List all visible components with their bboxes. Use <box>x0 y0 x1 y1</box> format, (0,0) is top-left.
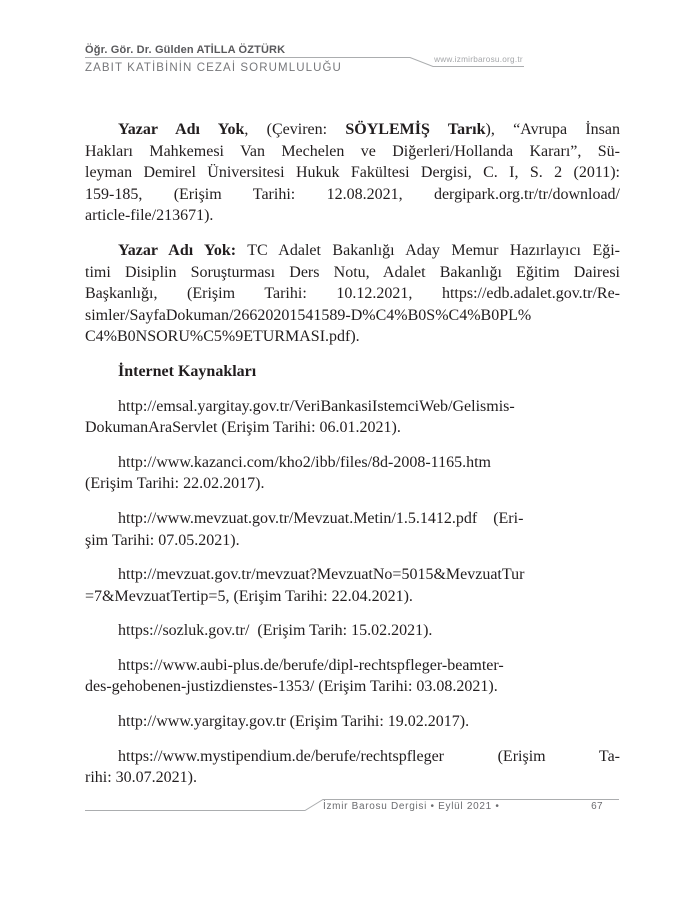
text-segment: Başkanlığı, (Erişim Tarihi: 10.12.2021, https://edb.adalet.gov.tr/Re- <box>85 285 620 303</box>
paragraph-line <box>85 620 620 642</box>
header-site-url: www.izmirbarosu.org.tr <box>434 55 523 64</box>
text-segment: ), “Avrupa İnsan <box>485 121 621 138</box>
paragraph-line <box>85 205 620 227</box>
text-segment: (Erişim Tarihi: 22.02.2017). <box>85 475 265 493</box>
paragraph-line <box>85 746 620 768</box>
paragraph-line <box>85 184 620 206</box>
text-segment: http://www.kazanci.com/kho2/ibb/files/8d-2008-1165.htm <box>118 453 491 471</box>
paragraph-line <box>85 240 620 262</box>
reference-paragraph <box>85 508 620 551</box>
paragraph-line <box>85 162 620 184</box>
text-segment: , (Çeviren: <box>244 121 346 138</box>
paragraph-line <box>85 119 620 141</box>
section-heading: İnternet Kaynakları <box>118 362 257 380</box>
paragraph-line <box>85 655 620 677</box>
text-segment: timi Disiplin Soruşturması Ders Notu, Adalet Bakanlığı Eğitim Dairesi <box>85 263 620 281</box>
bold-text-segment: Yazar Adı Yok: <box>118 241 237 259</box>
reference-paragraph <box>85 711 620 733</box>
body-text <box>85 119 620 802</box>
reference-paragraph <box>85 620 620 642</box>
header-article-title: ZABIT KATİBİNİN CEZAİ SORUMLULUĞU <box>85 62 342 74</box>
text-segment: https://www.aubi-plus.de/berufe/dipl-rechtspfleger-beamter- <box>118 656 504 674</box>
paragraph-line <box>85 767 620 789</box>
text-segment: Hakları Mahkemesi Van Mechelen ve Diğerleri/Hollanda Kararı”, Sü- <box>85 142 620 160</box>
bold-text-segment: SÖYLEMİŞ Tarık <box>345 121 486 138</box>
paragraph-line <box>85 417 620 439</box>
paragraph-line <box>85 452 620 474</box>
paragraph-line <box>85 473 620 495</box>
reference-paragraph <box>85 240 620 348</box>
paragraph-line <box>85 676 620 698</box>
text-segment: DokumanAraServlet (Erişim Tarihi: 06.01.2021). <box>85 419 401 437</box>
text-segment: leyman Demirel Üniversitesi Hukuk Fakültesi Dergisi, C. I, S. 2 (2011): <box>85 164 620 182</box>
text-segment: article-file/213671). <box>85 207 214 225</box>
text-segment: rihi: 30.07.2021). <box>85 769 197 787</box>
text-segment: http://mevzuat.gov.tr/mevzuat?MevzuatNo=5015&MevzuatTur <box>118 566 525 584</box>
footer-page-number: 67 <box>591 801 603 812</box>
paragraph-line <box>85 586 620 608</box>
text-segment: TC Adalet Bakanlığı Aday Memur Hazırlayıcı Eği- <box>236 241 621 259</box>
text-segment: http://emsal.yargitay.gov.tr/VeriBankasiIstemciWeb/Gelismis- <box>118 397 515 415</box>
footer-journal-info: İzmir Barosu Dergisi • Eylül 2021 • <box>323 801 500 812</box>
paragraph-line <box>85 283 620 305</box>
text-segment: şim Tarihi: 07.05.2021). <box>85 531 240 549</box>
reference-paragraph <box>85 746 620 789</box>
paragraph-line <box>85 141 620 163</box>
text-segment: https://sozluk.gov.tr/ (Erişim Tarih: 15.02.2021). <box>118 622 433 640</box>
paragraph-line <box>85 262 620 284</box>
reference-paragraph <box>85 564 620 607</box>
bold-text-segment: Yazar Adı Yok <box>118 121 245 138</box>
text-segment: =7&MevzuatTertip=5, (Erişim Tarihi: 22.04.2021). <box>85 587 413 605</box>
reference-paragraph <box>85 655 620 698</box>
paragraph-line <box>85 564 620 586</box>
paragraph-line <box>85 305 620 327</box>
paragraph-line <box>85 711 620 733</box>
text-segment: http://www.mevzuat.gov.tr/Mevzuat.Metin/1.5.1412.pdf (Eri- <box>118 509 524 527</box>
reference-paragraph <box>85 396 620 439</box>
text-segment: des-gehobenen-justizdienstes-1353/ (Erişim Tarihi: 03.08.2021). <box>85 678 498 696</box>
reference-paragraph <box>85 452 620 495</box>
paragraph-line <box>85 508 620 530</box>
paragraph-line <box>85 396 620 418</box>
text-segment: C4%B0NSORU%C5%9ETURMASI.pdf). <box>85 328 360 346</box>
text-segment: https://www.mystipendium.de/berufe/rechtspfleger (Erişim Ta- <box>118 747 620 765</box>
text-segment: simler/SayfaDokuman/26620201541589-D%C4%B0S%C4%B0PL% <box>85 306 532 324</box>
header-author: Öğr. Gör. Dr. Gülden ATİLLA ÖZTÜRK <box>85 44 286 56</box>
footer <box>323 801 619 812</box>
reference-paragraph <box>85 119 620 227</box>
text-segment: 159-185, (Erişim Tarihi: 12.08.2021, dergipark.org.tr/tr/download/ <box>85 185 620 203</box>
paragraph-line <box>85 530 620 552</box>
paragraph-line <box>85 326 620 348</box>
text-segment: http://www.yargitay.gov.tr (Erişim Tarihi: 19.02.2017). <box>118 713 470 731</box>
